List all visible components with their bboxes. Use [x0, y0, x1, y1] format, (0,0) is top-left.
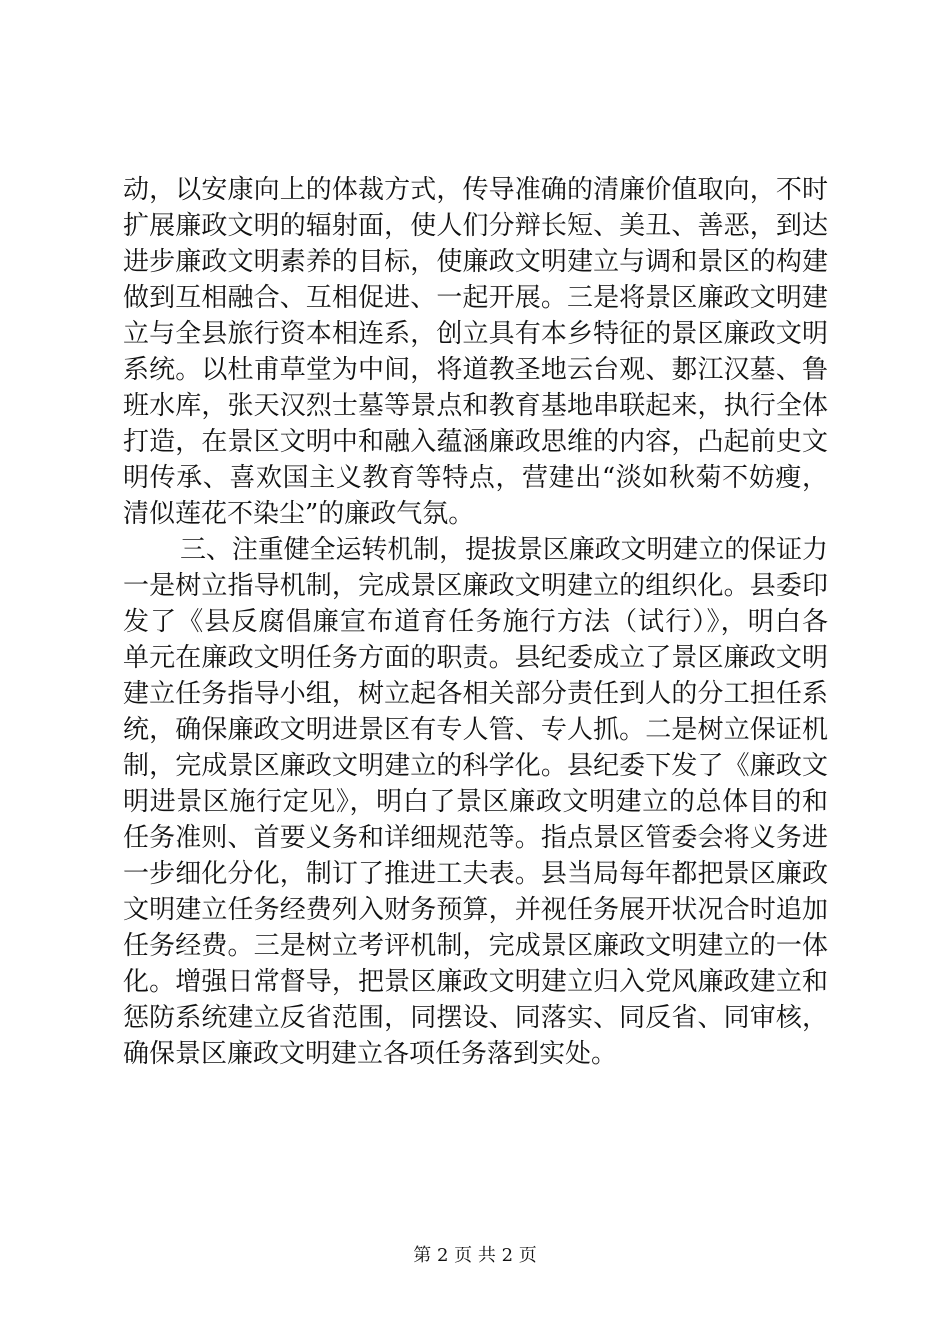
text-line	[0, 316, 950, 352]
text-line	[0, 532, 950, 568]
text-line-content: 一步细化分化，制订了推进工夫表。县当局每年都把景区廉政	[123, 859, 829, 889]
text-line	[0, 424, 950, 460]
text-line	[0, 388, 950, 424]
text-line-content: 明传承、喜欢国主义教育等特点，营建出“淡如秋菊不妨瘦，	[123, 463, 829, 493]
text-line-content: 进步廉政文明素养的目标，使廉政文明建立与调和景区的构建	[123, 247, 829, 277]
text-line	[0, 640, 950, 676]
text-line-content: 明进景区施行定见》，明白了景区廉政文明建立的总体目的和	[123, 787, 829, 817]
text-line	[0, 208, 950, 244]
text-line	[0, 676, 950, 712]
text-line	[0, 928, 950, 964]
text-line	[0, 172, 950, 208]
text-line-content: 文明建立任务经费列入财务预算，并视任务展开状况合时追加	[123, 895, 829, 925]
text-line-content: 扩展廉政文明的辐射面，使人们分辩长短、美丑、善恶，到达	[123, 211, 829, 241]
text-line	[0, 964, 950, 1000]
text-line-content: 任务准则、首要义务和详细规范等。指点景区管委会将义务进	[123, 823, 829, 853]
paragraph-heading: 三、注重健全运转机制，提拔景区廉政文明建立的保证力	[180, 535, 828, 565]
text-line	[0, 1000, 950, 1036]
page-number-footer: 第 2 页 共 2 页	[413, 1245, 537, 1266]
text-line-content: 清似莲花不染尘”的廉政气氛。	[123, 499, 475, 529]
text-line	[0, 352, 950, 388]
text-line-content: 建立任务指导小组，树立起各相关部分责任到人的分工担任系	[123, 679, 829, 709]
text-line-content: 动，以安康向上的体裁方式，传导准确的清廉价值取向，不时	[123, 175, 829, 205]
text-line-content: 系统。以杜甫草堂为中间，将道教圣地云台观、郪江汉墓、鲁	[123, 355, 829, 385]
text-line	[0, 748, 950, 784]
text-line	[0, 820, 950, 856]
text-line	[0, 712, 950, 748]
text-line	[0, 1036, 950, 1072]
text-line-content: 确保景区廉政文明建立各项任务落到实处。	[123, 1039, 618, 1069]
text-line-content: 立与全县旅行资本相连系，创立具有本乡特征的景区廉政文明	[123, 319, 829, 349]
text-line-content: 做到互相融合、互相促进、一起开展。三是将景区廉政文明建	[123, 283, 829, 313]
text-line-content: 统，确保廉政文明进景区有专人管、专人抓。二是树立保证机	[123, 715, 829, 745]
text-line	[0, 280, 950, 316]
text-line	[0, 496, 950, 532]
text-line-content: 一是树立指导机制，完成景区廉政文明建立的组织化。县委印	[123, 571, 829, 601]
text-line	[0, 568, 950, 604]
text-line	[0, 856, 950, 892]
text-line	[0, 604, 950, 640]
text-line	[0, 460, 950, 496]
text-line-content: 惩防系统建立反省范围，同摆设、同落实、同反省、同审核，	[123, 1003, 829, 1033]
text-line-content: 发了《县反腐倡廉宣布道育任务施行方法（试行）》，明白各	[123, 607, 830, 637]
text-line-content: 任务经费。三是树立考评机制，完成景区廉政文明建立的一体	[123, 931, 829, 961]
text-line-content: 班水库，张天汉烈士墓等景点和教育基地串联起来，执行全体	[123, 391, 829, 421]
text-line-content: 化。增强日常督导，把景区廉政文明建立归入党风廉政建立和	[123, 967, 829, 997]
text-line-content: 单元在廉政文明任务方面的职责。县纪委成立了景区廉政文明	[123, 643, 829, 673]
text-line-content: 制，完成景区廉政文明建立的科学化。县纪委下发了《廉政文	[123, 751, 829, 781]
text-line	[0, 892, 950, 928]
text-line	[0, 244, 950, 280]
text-line	[0, 784, 950, 820]
text-line-content: 打造，在景区文明中和融入蕴涵廉政思维的内容，凸起前史文	[123, 427, 829, 457]
